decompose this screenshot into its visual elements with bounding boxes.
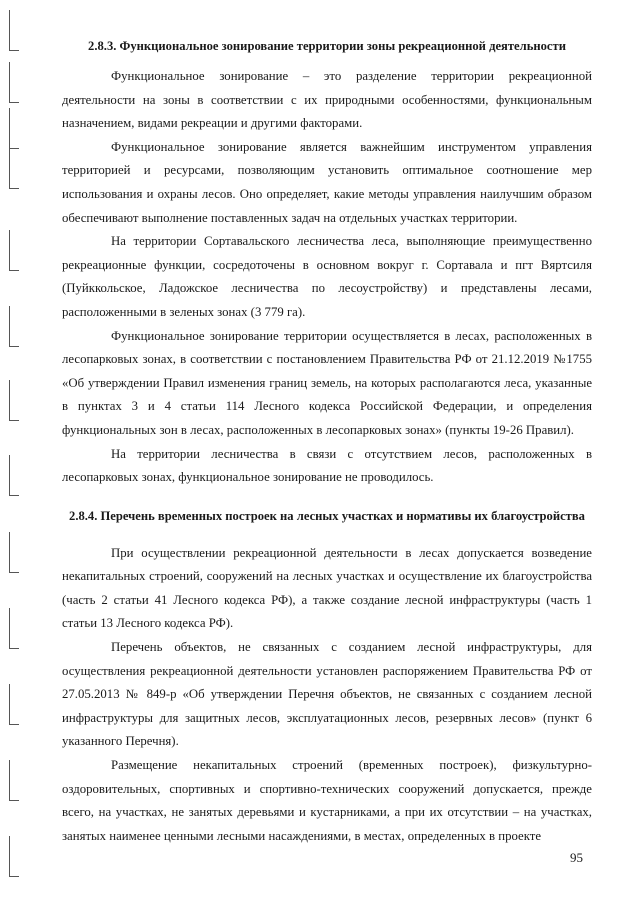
paragraph: На территории лесничества в связи с отсутствием лесов, расположенных в лесопарковых зонах, функциональное зонирование не проводилось.	[62, 446, 592, 485]
binding-mark	[9, 148, 19, 189]
paragraph: Функциональное зонирование является важнейшим инструментом управления территорией и ресурсами, позволяющим установить оптимальное соотношение мер использования и охраны лесов. Оно определяет, какие методы управления наилучшим образом обеспечивают выполнение поставленных задач на отдельных участках территории.	[62, 139, 592, 225]
binding-margin	[0, 0, 30, 905]
page-content	[62, 38, 592, 848]
binding-mark	[9, 684, 19, 725]
paragraph: Функциональное зонирование территории осуществляется в лесах, расположенных в лесопарковых зонах, в соответствии с постановлением Правительства РФ от 21.12.2019 №1755 «Об утверждении Правил изменения границ земель, на которых располагаются леса, указанные в пунктах 3 и 4 статьи 114 Лесного кодекса Российской Федерации, и определения функциональных зон в лесах, расположенных в лесопарковых зонах» (пункты 19-26 Правил).	[62, 328, 592, 437]
binding-mark	[9, 836, 19, 877]
binding-mark	[9, 306, 19, 347]
binding-mark	[9, 230, 19, 271]
binding-mark	[9, 455, 19, 496]
binding-mark	[9, 532, 19, 573]
section-heading-2-8-3: 2.8.3. Функциональное зонирование территории зоны рекреационной деятельности	[88, 39, 566, 53]
paragraph: При осуществлении рекреационной деятельности в лесах допускается возведение некапитальных строений, сооружений на лесных участках и осуществление их благоустройства (часть 2 статьи 41 Лесного кодекса РФ), а также создание лесной инфраструктуры (часть 1 статьи 13 Лесного кодекса РФ).	[62, 545, 592, 631]
paragraph: Размещение некапитальных строений (временных построек), физкультурно-оздоровительных, спортивных и спортивно-технических сооружений допускается, прежде всего, на участках, не занятых деревьями и кустарниками, а при их отсутствии – на участках, занятых наименее ценными лесными насаждениями, в местах, определенных в проекте	[62, 758, 592, 843]
page-number: 95	[570, 850, 583, 865]
binding-mark	[9, 380, 19, 421]
paragraph: Функциональное зонирование – это разделение территории рекреационной деятельности на зоны в соответствии с их природными особенностями, функциональным назначением, видами рекреации и другими факторами.	[62, 69, 592, 131]
binding-mark	[9, 760, 19, 801]
paragraph: На территории Сортавальского лесничества леса, выполняющие преимущественно рекреационные функции, сосредоточены в основном вокруг г. Сортавала и пгт Вяртсиля (Пуйккольское, Ладожское лесничества по лесоустройству) и представлены лесами, расположенными в зеленых зонах (3 779 га).	[62, 234, 592, 319]
binding-mark	[9, 10, 19, 51]
binding-mark	[9, 608, 19, 649]
binding-mark	[9, 62, 19, 103]
binding-mark	[9, 108, 19, 149]
section-heading-2-8-4: 2.8.4. Перечень временных построек на лесных участках и нормативы их благоустройства	[69, 508, 585, 523]
paragraph: Перечень объектов, не связанных с созданием лесной инфраструктуры, для осуществления рекреационной деятельности установлен распоряжением Правительства РФ от 27.05.2013 № 849-р «Об утверждении Перечня объектов, не связанных с созданием лесной инфраструктуры для защитных лесов, эксплуатационных лесов, резервных лесов» (пункт 6 указанного Перечня).	[62, 640, 592, 749]
